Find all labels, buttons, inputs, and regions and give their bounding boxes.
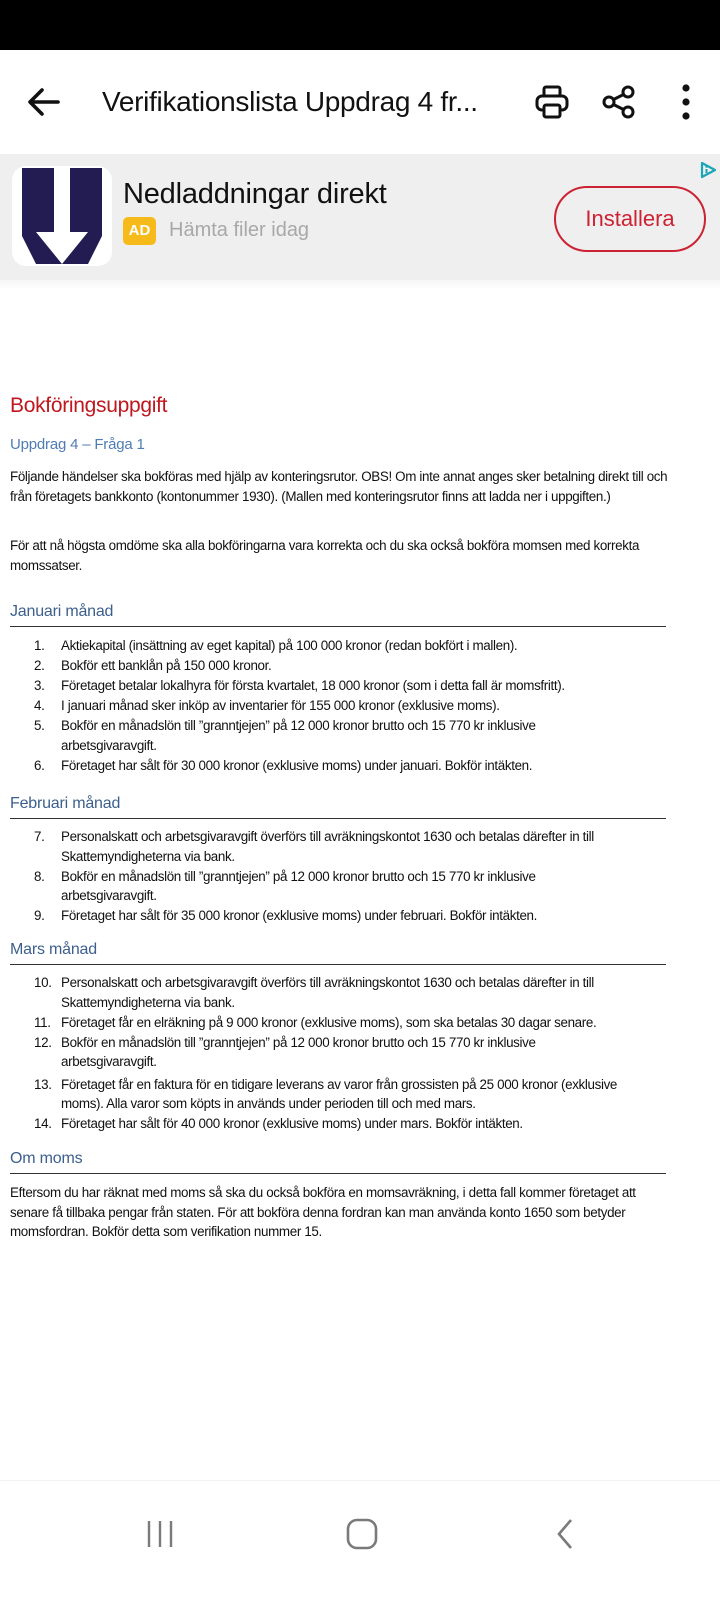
section-heading-moms: Om moms xyxy=(10,1148,666,1174)
system-back-button[interactable] xyxy=(535,1509,595,1559)
download-arrow-logo-icon xyxy=(12,166,112,266)
task-list-januari xyxy=(0,636,700,776)
ad-divider xyxy=(0,280,720,290)
list-item: 12. Bokför en månadslön till ”granntjejen” på 12 000 kronor brutto och 15 770 kr inklusive arbetsgivaravgift. xyxy=(34,1034,536,1069)
more-vert-icon xyxy=(678,82,694,122)
more-options-button[interactable] xyxy=(664,80,708,124)
home-icon xyxy=(345,1517,379,1551)
adchoices-button[interactable] xyxy=(698,160,718,180)
ad-title: Nedladdningar direkt xyxy=(123,178,387,210)
back-button[interactable] xyxy=(22,80,66,124)
recent-apps-icon xyxy=(144,1518,176,1550)
app-bar xyxy=(0,50,720,154)
print-icon xyxy=(534,84,570,120)
list-item: 13. Företaget får en faktura för en tidigare leverans av varor från grossisten på 25 000 kronor (exklusive moms). Alla varor som köpts in används under perioden till och med mars. xyxy=(34,1076,618,1111)
adchoices-icon xyxy=(698,160,718,180)
task-list-februari xyxy=(0,827,700,926)
ad-banner[interactable] xyxy=(0,154,720,280)
list-item: 6. Företaget har sålt för 30 000 kronor (exklusive moms) under januari. Bokför intäkten. xyxy=(34,757,533,773)
home-button[interactable] xyxy=(332,1509,392,1559)
intro-paragraph: Följande händelser ska bokföras med hjälp av konteringsrutor. OBS! Om inte annat anges sker betalning direkt till och från företagets bankkonto (kontonummer 1930). (Mallen med konteringsrutor finns att ladda ner i uppgiften.) xyxy=(10,469,668,504)
ad-app-logo xyxy=(12,166,112,266)
grading-paragraph: För att nå högsta omdöme ska alla bokföringarna vara korrekta och du ska också bokföra momsen med korrekta momssatser. xyxy=(10,538,640,573)
list-item: 5. Bokför en månadslön till ”granntjejen” på 12 000 kronor brutto och 15 770 kr inklusive arbetsgivaravgift. xyxy=(34,718,536,753)
doc-subheading: Uppdrag 4 – Fråga 1 xyxy=(10,436,145,453)
ad-subtitle: Hämta filer idag xyxy=(169,219,310,241)
list-item: 9. Företaget har sålt för 35 000 kronor (exklusive moms) under februari. Bokför intäkten. xyxy=(34,908,538,923)
system-nav-bar xyxy=(0,1480,720,1600)
task-list-mars xyxy=(0,973,700,1134)
print-button[interactable] xyxy=(530,80,574,124)
ad-badge: AD xyxy=(123,217,156,245)
recent-apps-button[interactable] xyxy=(130,1509,190,1559)
section-heading-februari: Februari månad xyxy=(10,793,666,819)
back-arrow-icon xyxy=(24,82,64,122)
section-heading-januari: Januari månad xyxy=(10,601,666,627)
list-item: 14. Företaget har sålt för 40 000 kronor (exklusive moms) under mars. Bokför intäkten. xyxy=(34,1116,523,1131)
section-heading-mars: Mars månad xyxy=(10,939,666,965)
list-item: 1. Aktiekapital (insättning av eget kapital) på 100 000 kronor (redan bokfört i mallen). xyxy=(34,638,518,653)
list-item: 2. Bokför ett banklån på 150 000 kronor. xyxy=(34,658,272,673)
list-item: 8. Bokför en månadslön till ”granntjejen” på 12 000 kronor brutto och 15 770 kr inklusive arbetsgivaravgift. xyxy=(34,868,536,903)
list-item: 3. Företaget betalar lokalhyra för första kvartalet, 18 000 kronor (som i detta fall är momsfritt). xyxy=(34,678,565,693)
document-title: Verifikationslista Uppdrag 4 fr... xyxy=(102,86,478,117)
list-item: 11. Företaget får en elräkning på 9 000 kronor (exklusive moms), som ska betalas 30 dagar senare. xyxy=(34,1014,597,1030)
list-item: 4. I januari månad sker inköp av inventarier för 155 000 kronor (exklusive moms). xyxy=(34,698,500,713)
install-button[interactable]: Installera xyxy=(554,186,706,252)
share-icon xyxy=(601,84,637,120)
share-button[interactable] xyxy=(597,80,641,124)
back-icon xyxy=(553,1517,577,1551)
status-bar xyxy=(0,0,720,50)
list-item: 7. Personalskatt och arbetsgivaravgift överförs till avräkningskontot 1630 och betalas därefter in till Skattemyndigheterna via bank. xyxy=(34,829,594,864)
doc-heading: Bokföringsuppgift xyxy=(10,394,168,417)
moms-paragraph: Eftersom du har räknat med moms så ska du också bokföra en momsavräkning, i detta fall kommer företaget att senare få tillbaka pengar från staten. För att bokföra denna fordran kan man använda konto 1650 som betyder momsfordran. Bokför detta som verifikation nummer 15. xyxy=(10,1185,636,1239)
list-item: 10. Personalskatt och arbetsgivaravgift överförs till avräkningskontot 1630 och betalas därefter in till Skattemyndigheterna via bank. xyxy=(34,975,594,1010)
